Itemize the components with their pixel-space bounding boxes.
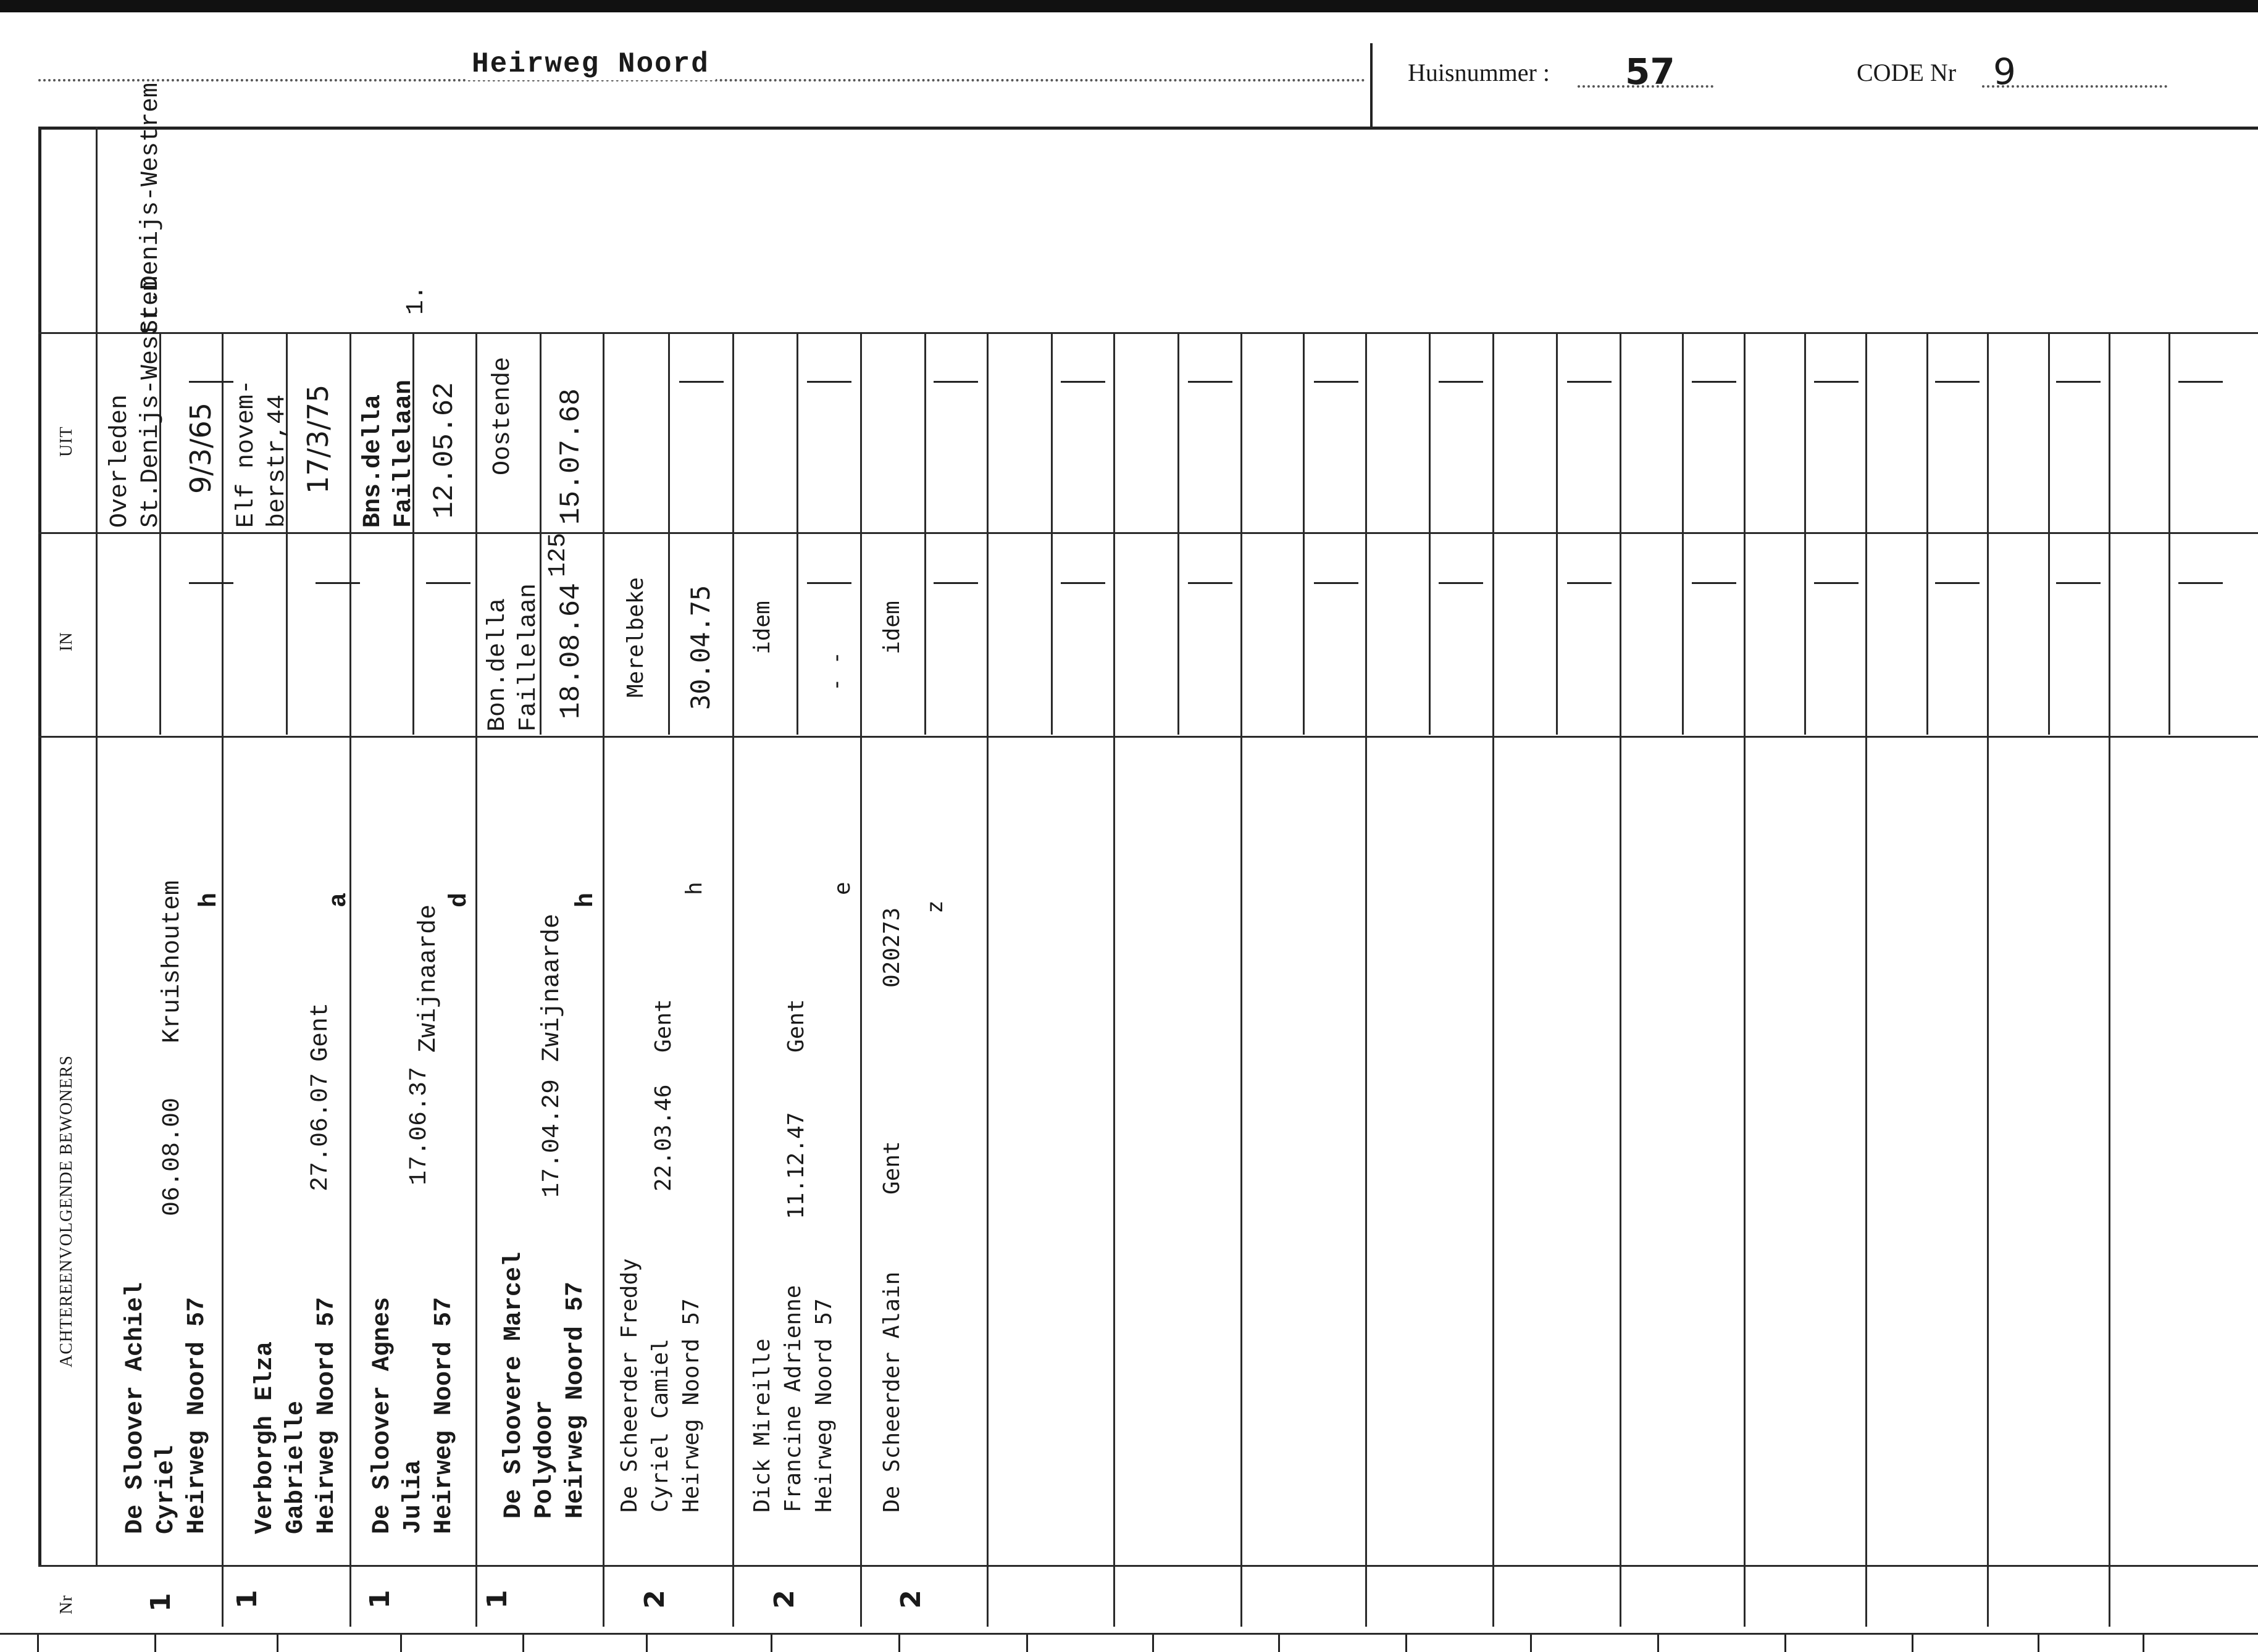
cell-dash [807,582,851,584]
sub-divider [2048,333,2050,735]
cell-dash [679,381,724,383]
in-place-line: Merelbeke [623,577,648,698]
in-place [621,577,651,698]
row-divider [1492,333,1494,1627]
cell-dash [2178,381,2223,383]
birth-place: Gent [307,1002,335,1062]
cell-dash [2056,381,2101,383]
row-divider [2109,333,2110,1627]
cell-dash [1188,381,1232,383]
cell-dash [1814,381,1859,383]
record-nr: 1 [144,1593,177,1612]
uit-place [488,357,519,475]
footer-tick [400,1635,402,1652]
in-place [747,601,778,654]
birth-place: Gent [784,999,809,1053]
section-label-in: IN [57,632,76,651]
resident-line: Heirweg Noord 57 [313,1296,341,1534]
sub-divider [2168,333,2170,735]
resident-line: Polydoor [531,1400,559,1519]
row-divider [987,333,989,1627]
sub-divider [1682,333,1684,735]
sub-divider [1804,333,1806,735]
bewoners-nr-divider [38,1565,2258,1567]
huisnummer-label: Huisnummer : [1408,59,1550,86]
cell-dash [1935,582,1980,584]
resident-line: Cyriel Camiel [648,1338,673,1512]
uit-place-line: Faillelaan [390,379,418,528]
in-date: - - [824,651,849,691]
row-divider [603,333,604,1627]
uit-date: 17/3/75 [301,384,335,494]
resident-line: Heirweg Noord 57 [183,1296,211,1534]
resident-name [120,1282,213,1534]
resident-line: De Sloovere Marcel [500,1251,528,1519]
in-place-line: Faillelaan [515,583,543,732]
street-name: Heirweg Noord [466,48,716,80]
cell-dash [1692,381,1736,383]
cell-dash [934,381,978,383]
record-nr: 2 [768,1590,800,1609]
row-divider [1240,333,1242,1627]
in-bewoners-divider [38,736,2258,738]
footer-tick [646,1635,648,1652]
sub-divider [1303,333,1305,735]
cell-dash [316,582,360,584]
resident-line: Heirweg Noord 57 [811,1298,837,1512]
in-place-line: idem [750,601,775,654]
resident-line: Dick Mireille [750,1338,775,1512]
birth-place: Zwijnaarde [415,904,443,1053]
resident-name [877,1272,908,1512]
code-label: CODE Nr [1857,59,1957,86]
in-place-number: 125 [545,532,572,577]
resident-line: Heirweg Noord 57 [562,1281,590,1519]
code-letter: z [922,900,948,914]
row-divider [1744,333,1746,1627]
row-divider [1365,333,1367,1627]
birth-date: 17.04.29 [538,1078,566,1198]
sub-divider [668,333,670,735]
label-column-divider [96,127,98,1565]
footer-tick [1912,1635,1913,1652]
cell-dash [1567,381,1612,383]
birth-date: 27.06.07 [307,1072,335,1191]
cell-dash [189,582,233,584]
cell-dash [934,582,978,584]
code-letter: h [196,892,224,907]
row-divider [732,333,734,1627]
in-place-line: Bon.della [484,598,512,732]
footer-tick [1152,1635,1154,1652]
top-note: St.Denijs-Westrem [137,82,165,335]
code-letter: a [325,892,353,907]
section-label-bewoners: ACHTEREENVOLGENDE BEWONERS [57,1055,76,1367]
footer-tick [277,1635,278,1652]
birth-place: Gent [651,999,676,1053]
birth-date: Gent [879,1141,905,1195]
resident-line: De Scheerder Freddy [617,1258,642,1512]
sub-divider [1177,333,1179,735]
uit-place-line: Bns.della [359,394,387,528]
row-divider [222,333,224,1627]
resident-line: Cyriel [153,1445,180,1534]
uit-place [358,380,420,528]
row-divider [475,333,477,1627]
row-divider [1620,333,1621,1627]
cell-dash [1314,582,1358,584]
cell-dash [1814,582,1859,584]
record-nr: 2 [638,1590,671,1609]
sub-divider [924,333,926,735]
footer-tick [1657,1635,1659,1652]
code-value: 9 [1993,51,2016,93]
row-divider [349,333,351,1627]
in-place [877,601,908,654]
resident-line: De Sloover Agnes [369,1296,396,1534]
top-edge-bar [0,0,2258,12]
record-nr: 1 [364,1590,396,1609]
in-date: 30.04.75 [685,585,716,710]
birth-date: 22.03.46 [651,1084,676,1191]
footer-tick [2038,1635,2039,1652]
resident-line: Gabrielle [282,1400,310,1534]
in-date: 18.08.64 [555,583,587,719]
birth-place: Zwijnaarde [538,913,566,1062]
uit-top-line [38,332,2258,334]
uit-place-line: Elf novem- [233,379,261,528]
section-label-nr: Nr [57,1595,76,1614]
uit-place [232,380,293,528]
cell-dash [2178,582,2223,584]
footer-tick [771,1635,772,1652]
huisnummer-value: 57 [1625,51,1675,93]
resident-name [747,1285,840,1512]
resident-name [499,1252,592,1519]
resident-line: Francine Adrienne [780,1285,806,1512]
birth-date: 06.08.00 [159,1097,186,1216]
code-letter: e [830,882,855,895]
section-label-uit: UIT [57,426,76,457]
header-separator [1370,43,1373,130]
row-divider [860,333,862,1627]
cell-dash [1061,381,1105,383]
birth-place: Kruishoutem [159,880,186,1043]
birth-place: 020273 [879,907,905,988]
sub-divider [1556,333,1558,735]
resident-name [250,1297,343,1534]
code-letter: d [446,892,474,907]
sub-divider [797,333,798,735]
sub-divider [1429,333,1431,735]
cell-dash [1314,381,1358,383]
sub-divider [1051,333,1053,735]
footer-tick [1784,1635,1786,1652]
footer-tick [522,1635,524,1652]
row-divider [1113,333,1115,1627]
uit-place-line: berstr,44 [264,394,291,528]
cell-dash [1935,381,1980,383]
resident-name [367,1297,460,1534]
cell-dash [189,381,233,383]
cell-dash [1188,582,1232,584]
cell-dash [807,381,851,383]
footer-tick [1278,1635,1280,1652]
resident-line: Heirweg Noord 57 [679,1298,704,1512]
footer-tick [1530,1635,1532,1652]
uit-in-divider [38,532,2258,534]
row-divider [1987,333,1989,1627]
in-place [483,583,545,732]
uit-place-line: Oostende [489,356,517,475]
cell-dash [1692,582,1736,584]
footer-tick [1026,1635,1028,1652]
record-nr: 1 [231,1590,263,1609]
footer-tick [898,1635,900,1652]
footer-tick [1405,1635,1407,1652]
uit-place-line: St.Denijs-Westrem [137,275,165,528]
uit-date: 12.05.62 [429,382,461,519]
birth-date: 11.12.47 [784,1112,809,1219]
uit-place [105,276,167,528]
resident-name [614,1258,707,1512]
resident-line: Verborgh Elza [251,1341,279,1534]
row-divider [1865,333,1867,1627]
record-nr: 1 [481,1590,513,1609]
uit-place-line: Overleden [106,394,134,528]
resident-line: De Sloover Achiel [122,1282,149,1534]
in-place-line: idem [879,601,905,654]
top-note-number: 1. [403,285,430,315]
cell-dash [2056,582,2101,584]
record-nr: 2 [895,1590,927,1609]
cell-dash [426,582,470,584]
code-letter: h [682,882,707,895]
uit-date: 9/3/65 [184,402,217,494]
cell-dash [1567,582,1612,584]
cell-dash [1061,582,1105,584]
footer-tick [2143,1635,2144,1652]
uit-date: 15.07.68 [555,388,587,525]
footer-tick [37,1635,39,1652]
footer-tick [154,1635,156,1652]
birth-date: 17.06.37 [406,1066,433,1185]
sub-divider [1926,333,1928,735]
cell-dash [1439,381,1483,383]
resident-line: De Scheerder Alain [879,1271,905,1512]
resident-line: Julia [399,1459,427,1534]
bottom-line [0,1633,2258,1635]
resident-line: Heirweg Noord 57 [430,1296,458,1534]
code-letter: h [572,892,600,907]
cell-dash [1439,582,1483,584]
